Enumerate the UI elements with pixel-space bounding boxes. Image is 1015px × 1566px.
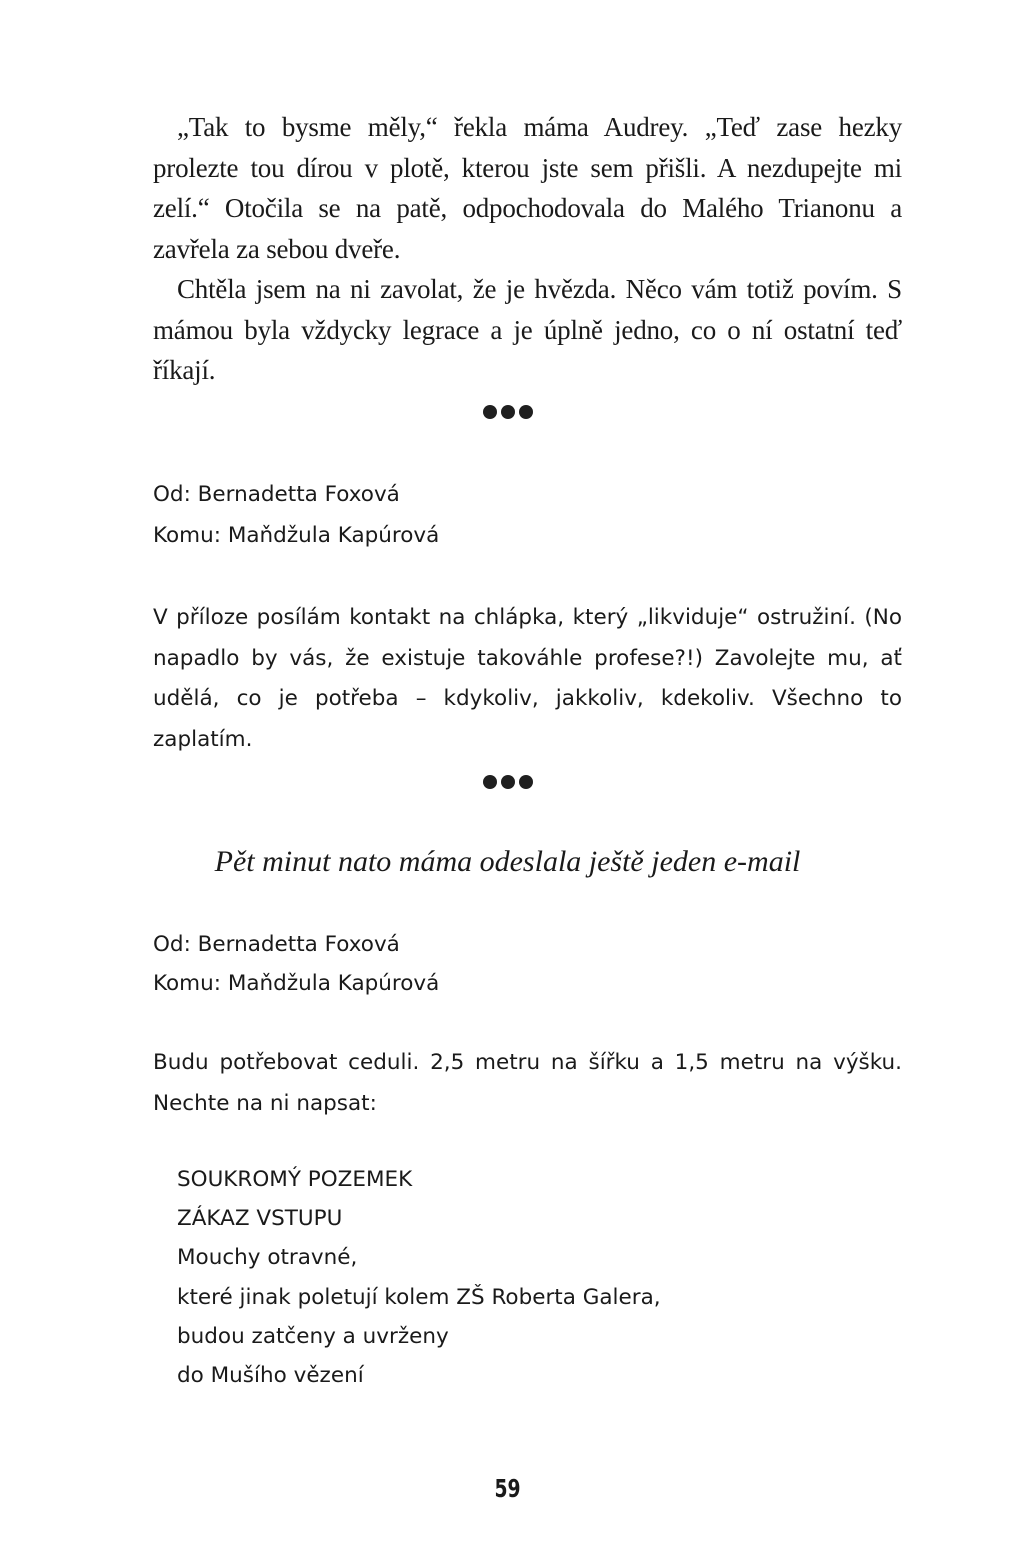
email2-from: Od: Bernadetta Foxová bbox=[153, 932, 400, 957]
email1-from: Od: Bernadetta Foxová bbox=[153, 482, 400, 507]
email1-body: V příloze posílám kontakt na chlápka, který „likviduje“ ostružiní. (No napadlo by vás, že existuje takováhle profese?!) Zavolejte mu, ať udělá, co je potřeba – kdykoliv, jakkoliv, kdekoliv. Všechno to zaplatím. bbox=[153, 605, 902, 752]
dot-icon bbox=[483, 405, 497, 419]
sign-line: SOUKROMÝ POZEMEK bbox=[177, 1167, 413, 1192]
paragraph-mom-audrey bbox=[153, 107, 902, 269]
dot-icon bbox=[501, 775, 515, 789]
dot-icon bbox=[483, 775, 497, 789]
email1-to: Komu: Maňdžula Kapúrová bbox=[153, 523, 440, 548]
sign-line: které jinak poletují kolem ZŠ Roberta Galera, bbox=[177, 1285, 661, 1310]
section-break-dots bbox=[0, 775, 1015, 795]
sign-line: ZÁKAZ VSTUPU bbox=[177, 1206, 343, 1231]
paragraph-text: „Tak to bysme měly,“ řekla máma Audrey. „Teď zase hezky prolezte tou dírou v plotě, kterou jste sem přišli. A nezdupejte mi zelí.“ Otočila se na patě, odpochodovala do Malého Trianonu a zavřela za sebou dveře. bbox=[153, 112, 902, 264]
page-number: 59 bbox=[494, 1474, 521, 1503]
dot-icon bbox=[519, 405, 533, 419]
paragraph-star bbox=[153, 269, 902, 391]
email2-body: Budu potřebovat ceduli. 2,5 metru na šířku a 1,5 metru na výšku. Nechte na ni napsat: bbox=[153, 1050, 902, 1116]
sign-line: Mouchy otravné, bbox=[177, 1245, 358, 1270]
dot-icon bbox=[519, 775, 533, 789]
sign-line: do Mušího vězení bbox=[177, 1363, 364, 1388]
section-heading: Pět minut nato máma odeslala ještě jeden e-mail bbox=[214, 845, 801, 878]
dot-icon bbox=[501, 405, 515, 419]
email2-to: Komu: Maňdžula Kapúrová bbox=[153, 971, 440, 996]
section-break-dots bbox=[0, 405, 1015, 425]
sign-line: budou zatčeny a uvrženy bbox=[177, 1324, 449, 1349]
paragraph-text: Chtěla jsem na ni zavolat, že je hvězda. Něco vám totiž povím. S mámou byla vždycky legrace a je úplně jedno, co o ní ostatní teď říkají. bbox=[153, 274, 902, 385]
